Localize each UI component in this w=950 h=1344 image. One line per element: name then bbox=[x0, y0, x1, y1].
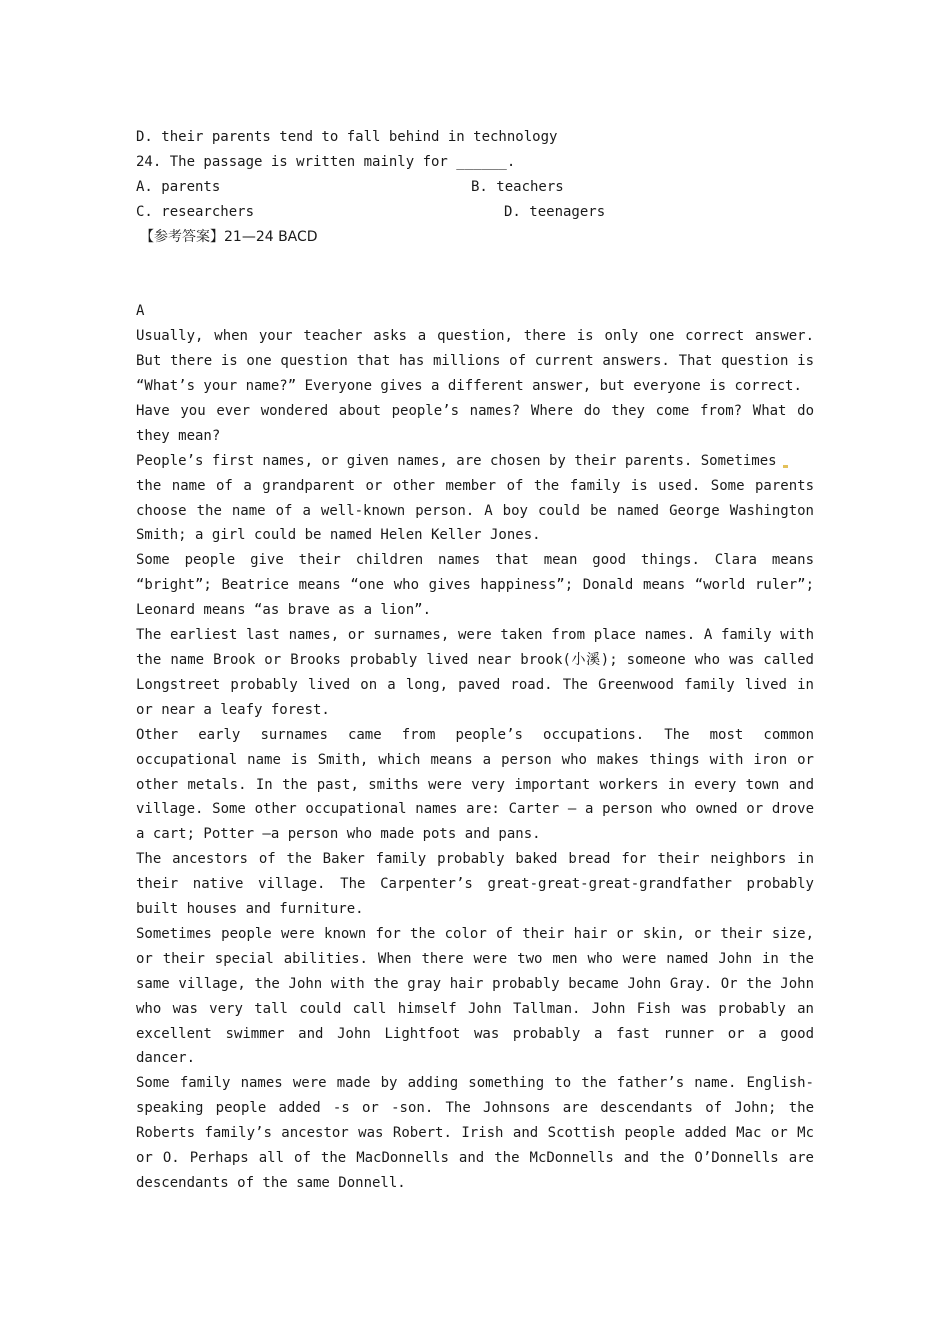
option-a: A. parents bbox=[136, 178, 221, 195]
document-page bbox=[136, 125, 814, 1196]
paragraph-1: Usually, when your teacher asks a question, there is only one correct answer. But there is one question that has millions of current answers. That question is “What’s your name?” Everyone gives a different answer, but everyone is correct. bbox=[136, 328, 814, 395]
question-24-options-row-1 bbox=[136, 175, 814, 200]
paragraph-7: Other early surnames came from people’s occupations. The most common occupational name is Smith, which means a person who makes things with iron or other metals. In the past, smiths were very important workers in every town and village. Some other occupational names are: Carter — a person who owned or drove a cart; Potter —a person who made pots and pans. bbox=[136, 726, 814, 843]
question-23-option-d: D. their parents tend to fall behind in technology bbox=[136, 129, 558, 145]
paragraph-9: Sometimes people were known for the color of their hair or skin, or their size, or their special abilities. When there were two men who were named John in the same village, the John with the gray hair probably became John Gray. Or the John who was very tall could call himself John Tallman. John Fish was probably an excellent swimmer and John Lightfoot was probably a fast runner or a good dancer. bbox=[136, 925, 814, 1067]
option-d: D. teenagers bbox=[504, 203, 606, 220]
highlight-mark-icon bbox=[783, 465, 788, 468]
paragraph-6: The earliest last names, or surnames, were taken from place names. A family with the name Brook or Brooks probably lived near brook(小溪); someone who was called Longstreet probably lived on a long, paved road. The Greenwood family lived in or near a leafy forest. bbox=[136, 627, 814, 718]
paragraph-5: Some people give their children names that mean good things. Clara means “bright”; Beatrice means “one who gives happiness”; Donald means “world ruler”; Leonard means “as brave as a lion”. bbox=[136, 552, 814, 619]
paragraph-10: Some family names were made by adding something to the father’s name. English-speaking people added -s or -son. The Johnsons are descendants of John; the Roberts family’s ancestor was Robert. Irish and Scottish people added Mac or Mc or O. Perhaps all of the MacDonnells and the McDonnells and the O’Donnells are descendants of the same Donnell. bbox=[136, 1075, 814, 1192]
passage-heading: A bbox=[136, 303, 145, 320]
paragraph-3-text: People’s first names, or given names, are chosen by their parents. Sometimes bbox=[136, 452, 777, 469]
paragraph-3 bbox=[136, 449, 814, 474]
question-24-options-row-2 bbox=[136, 200, 814, 225]
answer-key: 【参考答案】21—24 BACD bbox=[140, 228, 318, 245]
paragraph-2: Have you ever wondered about people’s names? Where do they come from? What do they mean? bbox=[136, 402, 814, 444]
question-24-stem: 24. The passage is written mainly for ______. bbox=[136, 153, 516, 170]
paragraph-4: the name of a grandparent or other member of the family is used. Some parents choose the name of a well-known person. A boy could be named George Washington Smith; a girl could be named Helen Keller Jones. bbox=[136, 477, 814, 544]
spacer bbox=[136, 250, 814, 300]
paragraph-8: The ancestors of the Baker family probably baked bread for their neighbors in their native village. The Carpenter’s great-great-great-grandfather probably built houses and furniture. bbox=[136, 851, 814, 918]
option-b: B. teachers bbox=[471, 178, 564, 195]
option-c: C. researchers bbox=[136, 203, 255, 220]
